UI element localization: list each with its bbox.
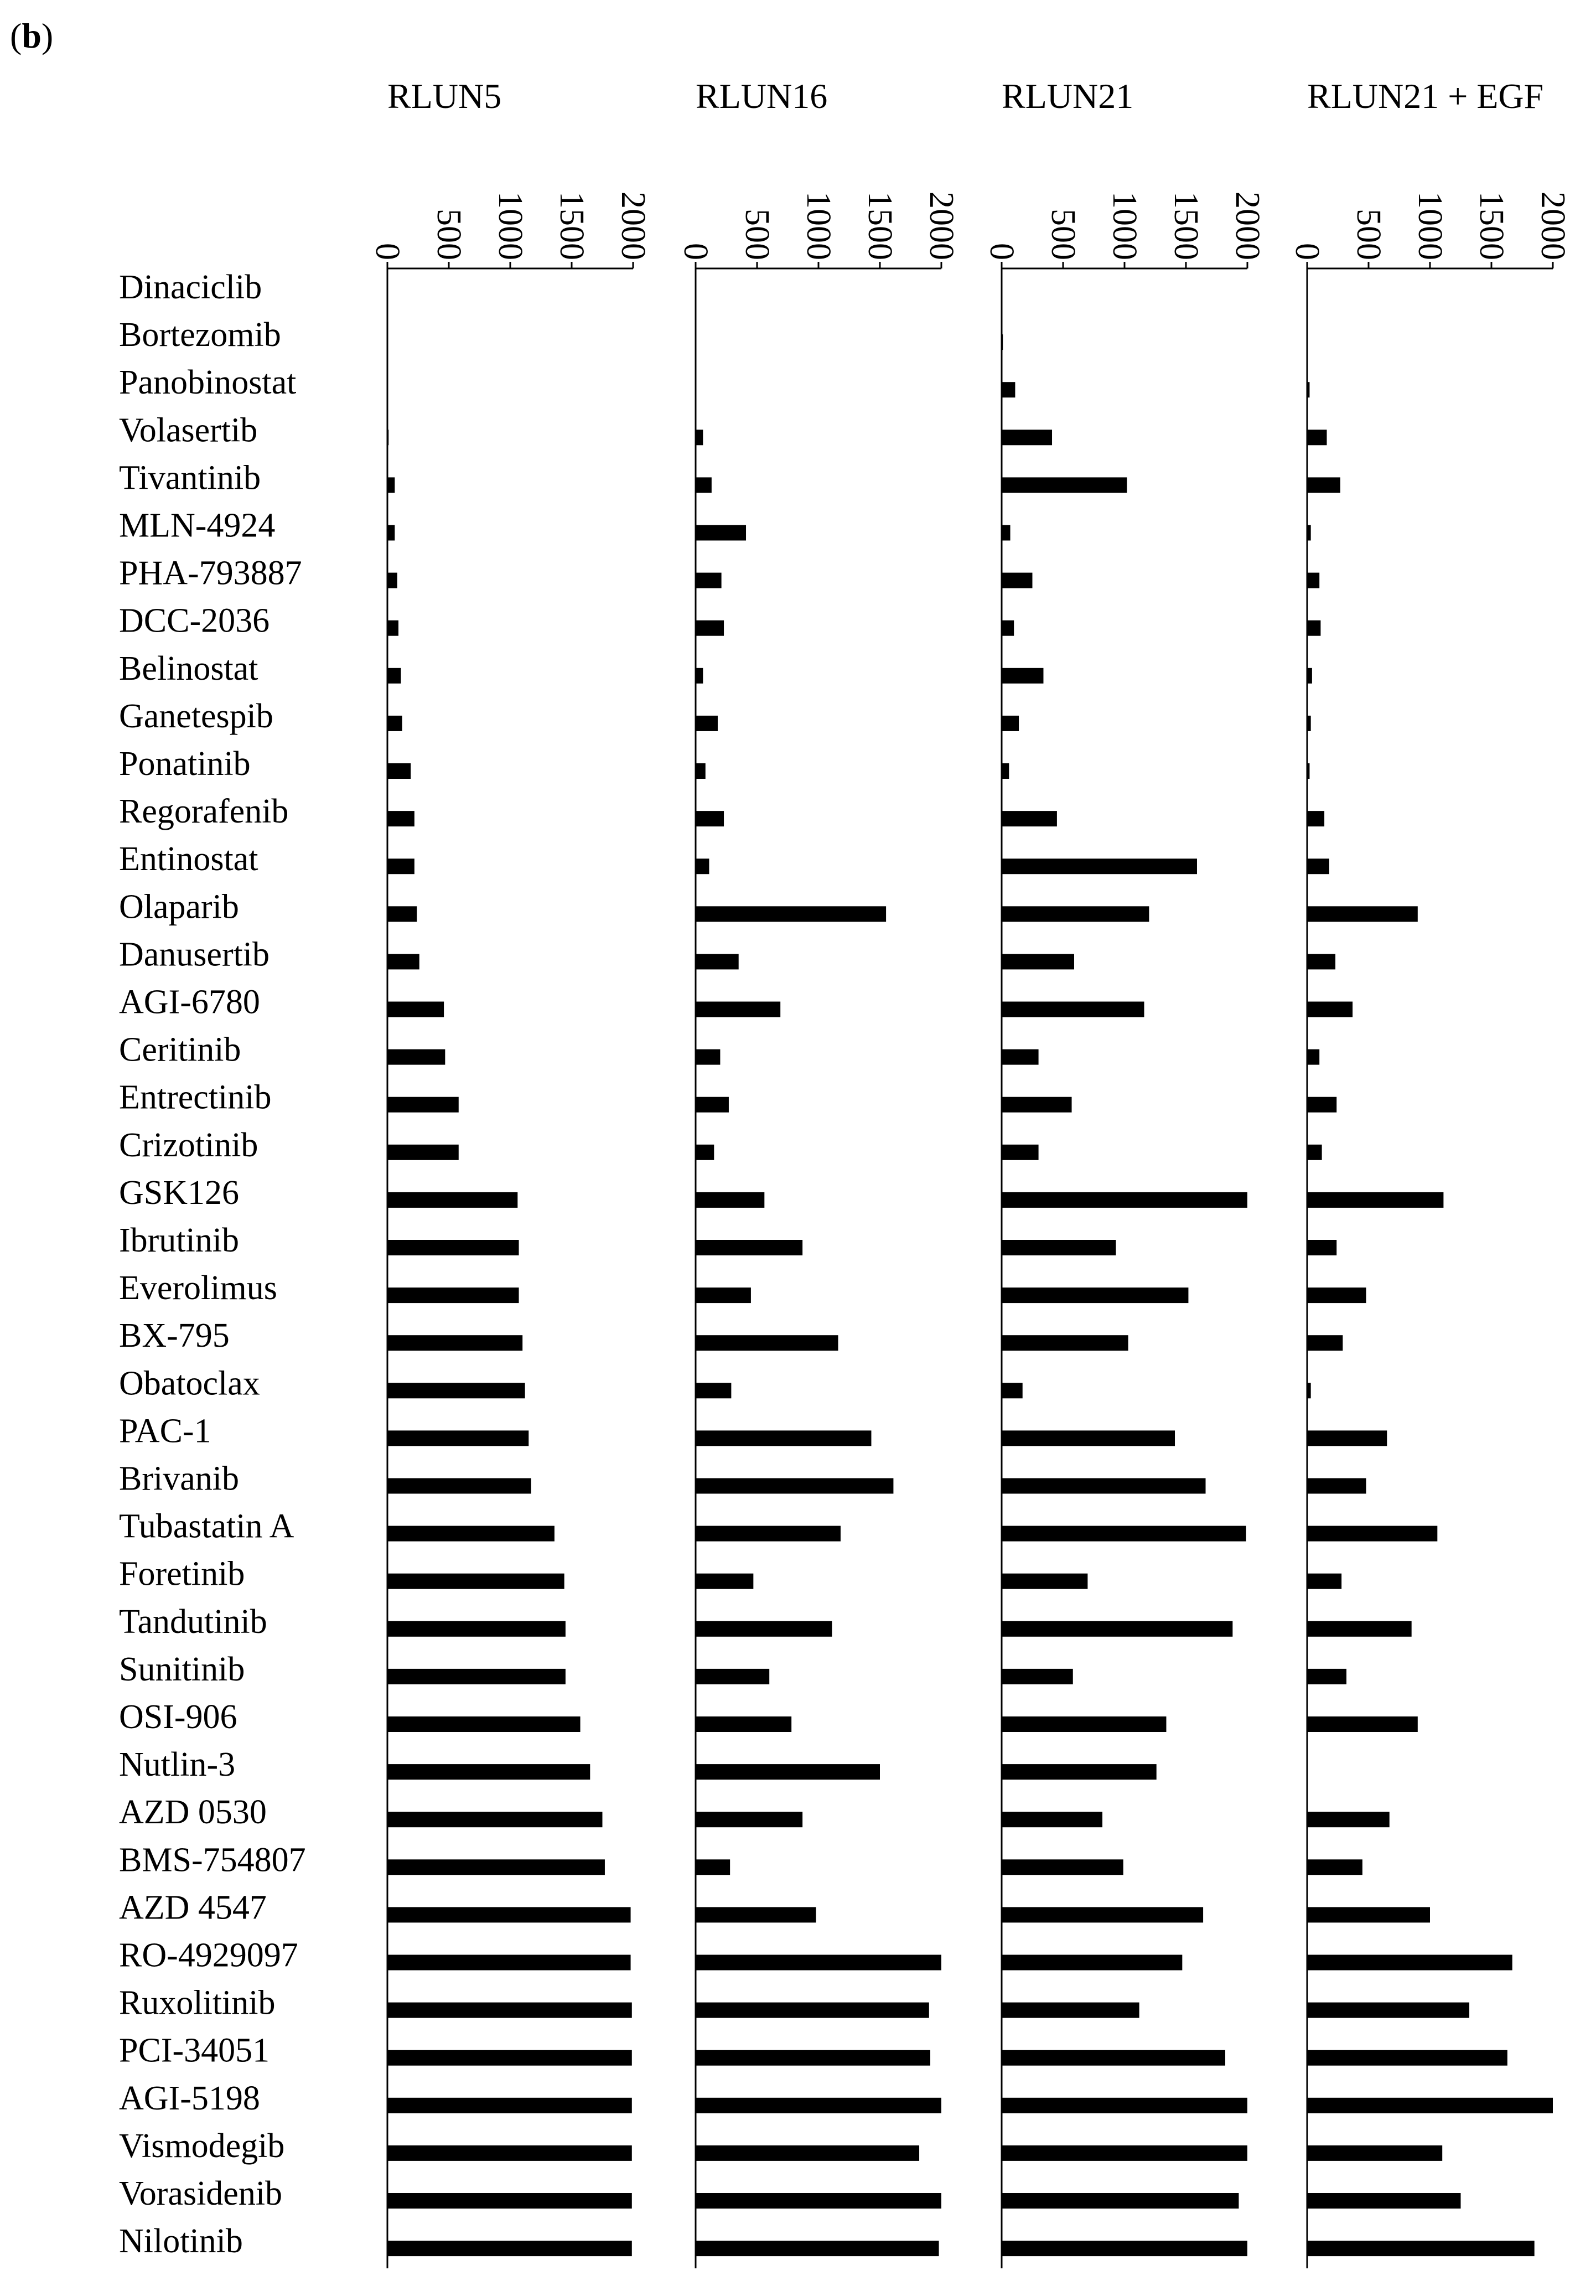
drug-label: AZD 0530 [119,1793,267,1832]
bar [1307,2098,1553,2113]
bar [696,668,703,684]
bar [1002,1335,1128,1351]
bar [387,2098,632,2113]
bar [1002,2098,1247,2113]
bar [696,525,746,541]
bar [1307,2145,1442,2161]
bar [387,1764,590,1780]
bar [1307,1621,1412,1637]
drug-label: DCC-2036 [119,602,270,640]
bar [1307,1478,1366,1494]
bar [1002,2145,1247,2161]
bar [387,1383,525,1398]
bar [1002,1669,1073,1684]
bar [696,1383,731,1398]
bar [387,716,402,731]
drug-label: Danusertib [119,935,270,974]
bar [387,1335,522,1351]
drug-label: BX-795 [119,1317,230,1355]
tick-label: 0 [1288,243,1326,260]
tick-label: 1500 [1473,192,1510,260]
bar [696,2145,919,2161]
bar [387,1574,564,1589]
drug-label: Volasertib [119,411,258,449]
bar [1307,1907,1430,1922]
bar [1002,1812,1102,1827]
bar [1002,859,1197,874]
drug-label: Tubastatin A [119,1507,294,1545]
panel-3 [983,76,1266,2268]
bar [1002,1621,1232,1637]
drug-label: Vorasidenib [119,2175,283,2212]
bar [696,716,718,731]
tick-label: 2000 [614,192,652,260]
bar [387,811,414,826]
bar [1307,716,1311,731]
bar [1002,1716,1166,1732]
bar [387,954,419,969]
bar [1002,334,1003,350]
bar [1307,1240,1336,1255]
bar [387,430,388,445]
bar [387,1097,459,1113]
bar [1307,525,1311,541]
bar [387,2003,632,2018]
bar [387,1716,581,1732]
bar [387,1907,631,1922]
panel-2 [677,76,960,2268]
tick-label: 1500 [553,192,590,260]
tick-label: 0 [983,243,1020,260]
drug-label: Nilotinib [119,2222,243,2261]
drug-label: Nutlin-3 [119,1746,236,1784]
bar [696,1002,780,1017]
bar [1002,1049,1039,1065]
drug-label: Regorafenib [119,793,289,831]
bar [696,1812,802,1827]
bar [696,1955,941,1971]
drug-label: AZD 4547 [119,1889,267,1927]
bar [1002,716,1019,731]
tick-label: 0 [369,243,406,260]
bar [696,430,703,445]
drug-label: PAC-1 [119,1412,211,1450]
drug-label: Entinostat [119,840,258,878]
tick-label: 1000 [491,192,529,260]
bar [696,1145,714,1160]
panel-label: (b) [10,16,54,55]
bar [1307,1669,1346,1684]
panel-1 [369,76,652,2268]
bar [1307,1430,1387,1446]
bar [696,620,724,636]
bar [387,2241,632,2256]
panel-title: RLUN16 [696,76,828,116]
drug-label: AGI-6780 [119,983,260,1021]
bar [387,1859,605,1875]
bar [387,2050,632,2066]
bar [1307,477,1340,493]
bar [1307,859,1329,874]
bar [1307,573,1319,588]
bar [1002,2050,1225,2066]
tick-label: 2000 [1229,192,1266,260]
bar [1307,811,1324,826]
bar [696,1478,893,1494]
bar [387,2145,632,2161]
bar [696,573,722,588]
bar [387,1812,603,1827]
drug-label: OSI-906 [119,1698,237,1736]
bar [696,1907,816,1922]
tick-label: 500 [1044,209,1082,260]
bar [387,1955,631,1971]
bar [1002,1955,1182,1971]
bar [387,763,411,779]
bar [1002,1859,1123,1875]
bar [387,1287,519,1303]
drug-label: Ganetespib [119,697,273,735]
bar [696,1669,769,1684]
bar [1002,1764,1157,1780]
bar [696,1097,729,1113]
drug-label: Vismodegib [119,2127,285,2165]
bar [1307,1955,1512,1971]
tick-label: 1000 [800,192,837,260]
bar [696,1335,838,1351]
bar [1307,1574,1341,1589]
bar [387,477,395,493]
bar [1307,2003,1469,2018]
tick-label: 500 [1350,209,1387,260]
tick-label: 1000 [1411,192,1449,260]
bar [387,382,388,397]
bar [387,620,398,636]
bar [1002,477,1127,493]
drug-label: Bortezomib [119,316,281,354]
bar [1307,1049,1319,1065]
drug-label: RO-4929097 [119,1936,298,1974]
bar [387,573,397,588]
bar [1002,954,1074,969]
bar [1002,1383,1023,1398]
bar [1307,1812,1390,1827]
bar [1002,1192,1247,1208]
bar [1307,1287,1366,1303]
bar [1002,763,1009,779]
bar [1002,382,1015,397]
bar [387,1526,555,1542]
bar [696,859,709,874]
bar [387,1002,444,1017]
bar [387,906,417,922]
chart-panels [369,76,1572,2268]
bar [387,1669,566,1684]
bar [387,1049,445,1065]
bar [1002,2241,1247,2256]
drug-label: Sunitinib [119,1650,245,1688]
tick-label: 1500 [1167,192,1205,260]
drug-label: Ruxolitinib [119,1984,276,2022]
bar [1002,1002,1144,1017]
bar [696,1574,753,1589]
drug-label: GSK126 [119,1173,240,1212]
drug-label: Belinostat [119,649,258,687]
drug-label: Entrectinib [119,1078,272,1116]
bar [1307,954,1335,969]
tick-label: 1000 [1106,192,1143,260]
drug-label: Foretinib [119,1555,245,1593]
tick-label: 2000 [923,192,960,260]
bar [696,1526,841,1542]
bar [1307,430,1327,445]
bar [1307,1335,1343,1351]
bar [387,1621,566,1637]
bar [1307,906,1418,922]
drug-label: Ponatinib [119,745,251,783]
drug-label: AGI-5198 [119,2079,260,2117]
bar [1307,1145,1322,1160]
bar [1307,1002,1353,1017]
panel-title: RLUN21 + EGF [1307,76,1544,116]
bar [696,1621,832,1637]
tick-label: 1500 [861,192,899,260]
bar [1002,2193,1239,2209]
panel-title: RLUN21 [1002,76,1134,116]
tick-label: 500 [738,209,776,260]
bar [1002,1574,1087,1589]
bar [387,668,401,684]
bar [696,811,724,826]
drug-label: PHA-793887 [119,554,302,592]
bar [387,1240,519,1255]
drug-label: Panobinostat [119,364,297,402]
tick-label: 500 [430,209,468,260]
tick-label: 0 [677,243,714,260]
bar [696,954,739,969]
bar [1307,1383,1311,1398]
bar [696,906,886,922]
bar [696,1716,791,1732]
drug-label: Ibrutinib [119,1222,239,1259]
bar [1002,525,1011,541]
bar [1307,1716,1418,1732]
bar [387,1430,528,1446]
bar [1307,334,1308,350]
drug-label: PCI-34051 [119,2031,270,2070]
bar [1307,2193,1461,2209]
bar [387,859,414,874]
bar [696,763,706,779]
bar [1002,1907,1203,1922]
bar [1002,1526,1246,1542]
bar [1002,2003,1139,2018]
bar [696,2241,939,2256]
bar [387,2193,632,2209]
bar [696,477,712,493]
drug-label: Olaparib [119,888,239,926]
drug-label: Tivantinib [119,459,261,497]
bar [387,1478,531,1494]
bar [387,525,395,541]
bar [696,1430,871,1446]
bar [696,1240,802,1255]
panel-title: RLUN5 [387,76,502,116]
bar [696,1049,720,1065]
bar [387,1192,517,1208]
bar [696,1859,730,1875]
bar [1002,811,1057,826]
bar [1307,382,1309,397]
drug-label: MLN-4924 [119,506,276,545]
bar [1002,430,1052,445]
bar [696,1287,751,1303]
drug-label: Ceritinib [119,1031,241,1069]
bar [1307,1526,1437,1542]
bar [696,1764,880,1780]
drug-label: Obatoclax [119,1364,260,1403]
bar [1002,1478,1206,1494]
drug-label: Everolimus [119,1269,277,1307]
bar [1002,620,1014,636]
bar [1307,763,1309,779]
bar [696,1192,764,1208]
drug-label: BMS-754807 [119,1841,306,1879]
bar [1307,668,1312,684]
bar [1002,1287,1188,1303]
bar [1307,2050,1507,2066]
bar [1002,906,1149,922]
drug-label: Crizotinib [119,1126,258,1164]
drug-label: Dinaciclib [119,268,262,306]
panel-4 [1288,76,1572,2268]
drug-labels [119,268,306,2260]
tick-label: 2000 [1534,192,1572,260]
bar [1002,1097,1072,1113]
bar [1002,1240,1116,1255]
bar [1307,1859,1362,1875]
bar [1002,1430,1175,1446]
bar [696,2193,941,2209]
drug-label: Brivanib [119,1460,239,1498]
bar [1307,1097,1336,1113]
bar [1307,2241,1535,2256]
bar [696,2098,941,2113]
bar [1002,573,1033,588]
bar [696,2050,930,2066]
bar [1002,668,1043,684]
bar [696,2003,929,2018]
bar [1002,1145,1039,1160]
bar [1307,1192,1443,1208]
bar [1307,620,1320,636]
drug-label: Tandutinib [119,1602,267,1641]
bar [387,1145,459,1160]
